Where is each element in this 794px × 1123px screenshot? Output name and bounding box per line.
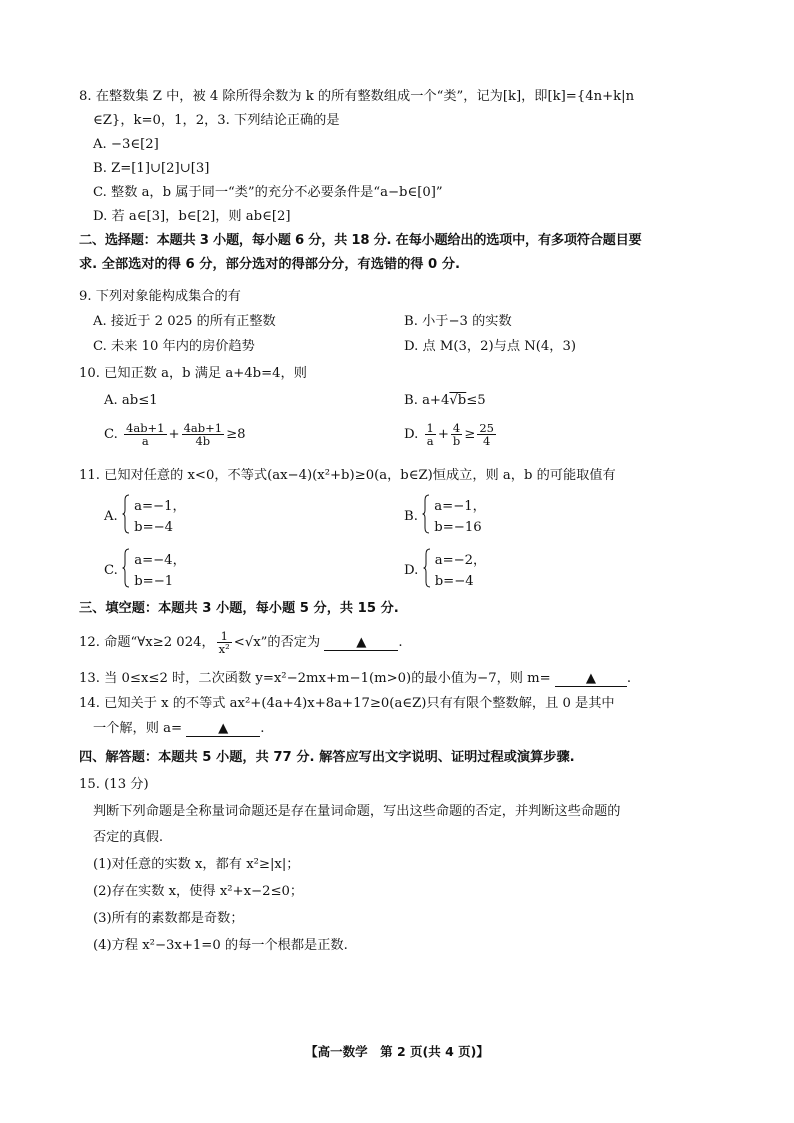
sqrt-b: √b xyxy=(449,393,467,408)
fraction: $\frac{25}{4}$ xyxy=(479,421,494,448)
q10-option-d: D. $\frac{1}{a}$ + $\frac{4}{b}$ ≥ $\frac{25}{4}$ xyxy=(404,421,494,448)
left-brace-icon xyxy=(122,548,130,594)
fraction: $\frac{1}{a}$ xyxy=(426,421,434,448)
q9-option-c: C. 未来 10 年内的房价趋势 xyxy=(93,339,255,354)
fraction: $\frac{4}{b}$ xyxy=(452,421,461,448)
q8-stem-line1: 8. 在整数集 Z 中，被 4 除所得余数为 k 的所有整数组成一个“类”，记为[k]，即[k]={4n+k|n xyxy=(79,89,635,104)
q15-item-2: (2)存在实数 x，使得 x²+x−2≤0； xyxy=(93,884,304,899)
page-footer: 【高一数学 第 2 页(共 4 页)】 xyxy=(305,1044,489,1059)
answer-blank: ▲ xyxy=(186,722,260,737)
left-brace-icon xyxy=(422,494,430,540)
answer-blank: ▲ xyxy=(324,636,398,651)
q15-heading: 15. (13 分) xyxy=(79,777,149,792)
q15-item-3: (3)所有的素数都是奇数； xyxy=(93,911,244,926)
q15-item-4: (4)方程 x²−3x+1=0 的每一个根都是正数. xyxy=(93,938,348,953)
q11-option-a: A. a=−1， b=−4 xyxy=(104,494,186,540)
q10-option-b: B. a+4√b≤5 xyxy=(404,393,486,408)
q9-option-d: D. 点 M(3，2)与点 N(4，3) xyxy=(404,339,576,354)
q15-item-1: (1)对任意的实数 x，都有 x²≥|x|； xyxy=(93,857,300,872)
section-4-heading: 四、解答题：本题共 5 小题，共 77 分. 解答应写出文字说明、证明过程或演算步骤. xyxy=(79,750,575,765)
q8-option-a: A. −3∈[2] xyxy=(93,137,159,152)
q15-intro-line1: 判断下列命题是全称量词命题还是存在量词命题，写出这些命题的否定，并判断这些命题的 xyxy=(93,804,621,819)
answer-blank: ▲ xyxy=(555,672,627,687)
q13: 13. 当 0≤x≤2 时，二次函数 y=x²−2mx+m−1(m>0)的最小值为−7，则 m= ▲ . xyxy=(79,671,632,686)
q10-option-c: C. $\frac{4ab+1}{a}$ + $\frac{4ab+1}{4b}$ ≥8 xyxy=(104,421,246,448)
q14-line2: 一个解，则 a= ▲ . xyxy=(93,721,265,736)
q9-stem: 9. 下列对象能构成集合的有 xyxy=(79,289,241,304)
q8-option-b: B. Z=[1]∪[2]∪[3] xyxy=(93,161,210,176)
left-brace-icon xyxy=(122,494,130,540)
left-brace-icon xyxy=(423,548,431,594)
q11-stem: 11. 已知对任意的 x<0，不等式(ax−4)(x²+b)≥0(a，b∈Z)恒成立，则 a，b 的可能取值有 xyxy=(79,468,616,483)
section-2-instructions: 求. 全部选对的得 6 分，部分选对的得部分分，有选错的得 0 分. xyxy=(79,257,461,272)
q14-line1: 14. 已知关于 x 的不等式 ax²+(4a+4)x+8a+17≥0(a∈Z)只有有限个整数解，且 0 是其中 xyxy=(79,696,615,711)
q9-option-b: B. 小于−3 的实数 xyxy=(404,314,512,329)
section-3-heading: 三、填空题：本题共 3 小题，每小题 5 分，共 15 分. xyxy=(79,601,399,616)
section-2-heading: 二、选择题：本题共 3 小题，每小题 6 分，共 18 分. 在每小题给出的选项中，有多项符合题目要 xyxy=(79,233,642,248)
q11-option-d: D. a=−2， b=−4 xyxy=(404,548,486,594)
q10-option-a: A. ab≤1 xyxy=(104,393,158,408)
q15-intro-line2: 否定的真假. xyxy=(93,830,164,845)
q8-option-d: D. 若 a∈[3]，b∈[2]，则 ab∈[2] xyxy=(93,209,291,224)
fraction: $\frac{4ab+1}{4b}$ xyxy=(183,421,223,448)
q8-option-c: C. 整数 a，b 属于同一“类”的充分不必要条件是“a−b∈[0]” xyxy=(93,185,443,200)
q10-stem: 10. 已知正数 a，b 满足 a+4b=4，则 xyxy=(79,366,307,381)
fraction: $\frac{4ab+1}{a}$ xyxy=(126,421,165,448)
q9-option-a: A. 接近于 2 025 的所有正整数 xyxy=(93,314,276,329)
q11-option-b: B. a=−1， b=−16 xyxy=(404,494,486,540)
q12: 12. 命题“∀x≥2 024， $\frac{1}{\text{x²}}$ <√x”的否定为 ▲ . xyxy=(79,629,403,656)
fraction: $\frac{1}{\text{x²}}$ xyxy=(218,629,230,656)
q8-stem-line2: ∈Z}，k=0，1，2，3. 下列结论正确的是 xyxy=(93,113,340,128)
q11-option-c: C. a=−4， b=−1 xyxy=(104,548,186,594)
